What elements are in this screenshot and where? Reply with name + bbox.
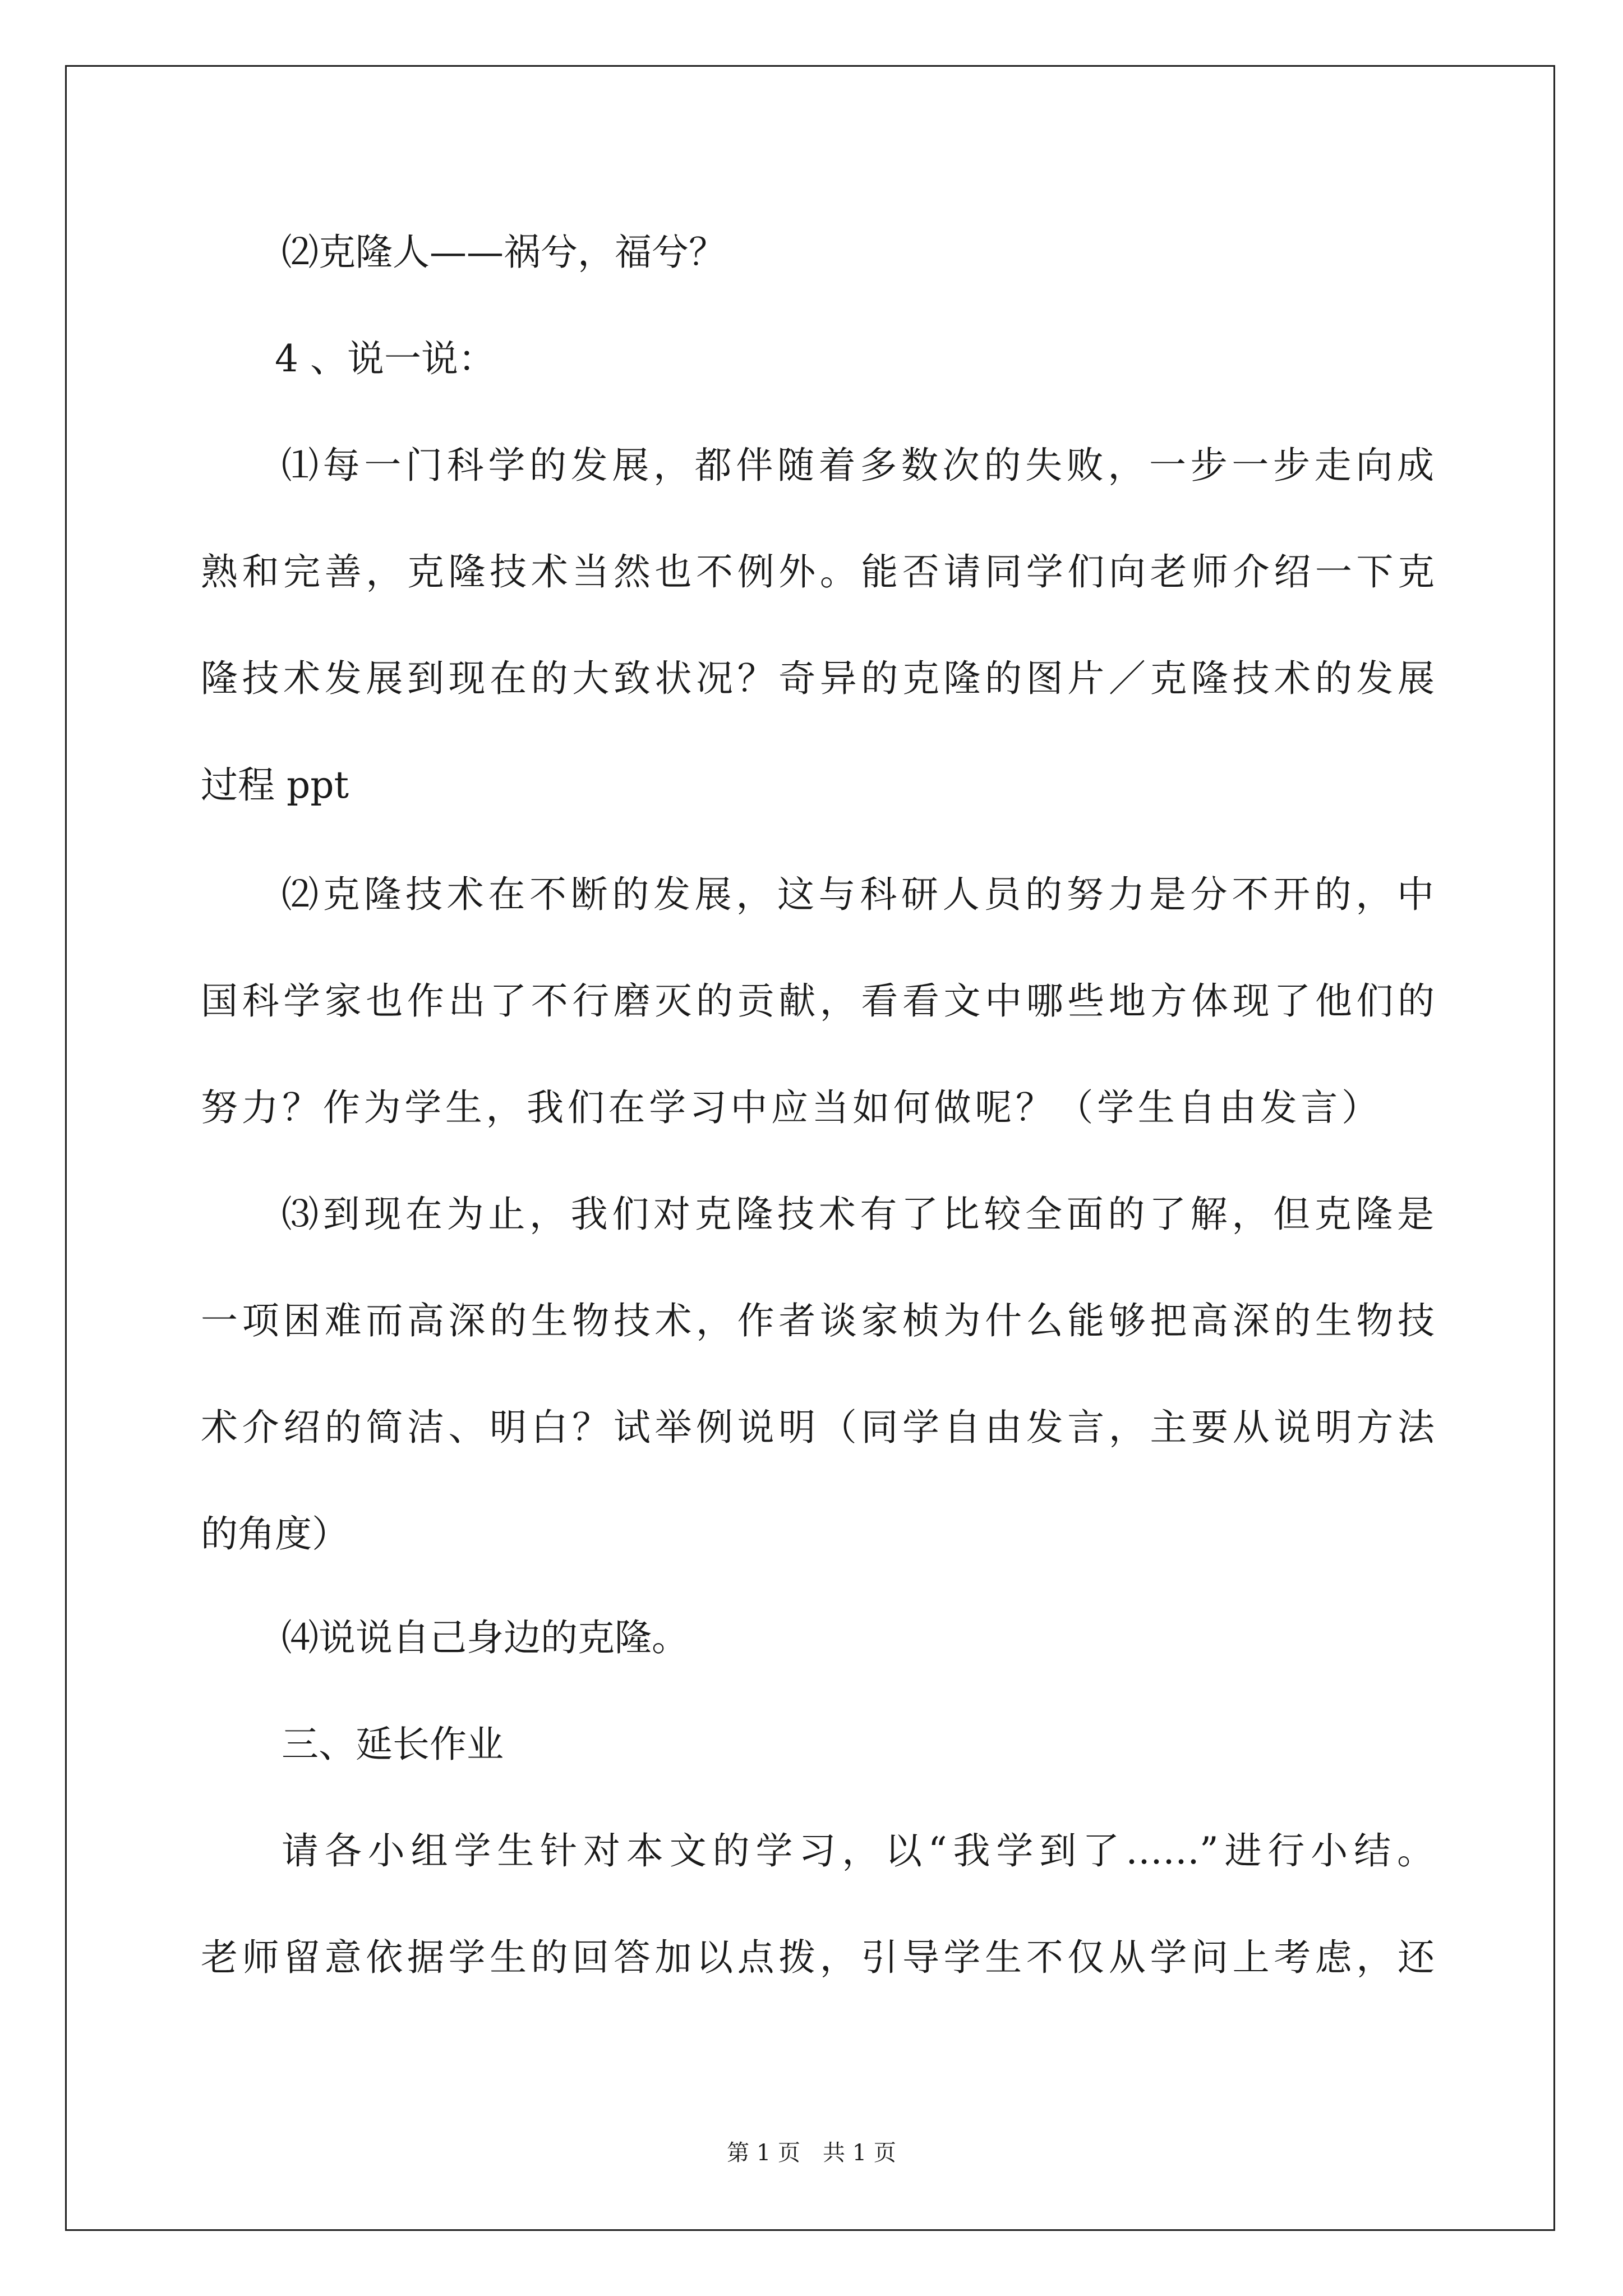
text-line-15: 三、延长作业 — [282, 1723, 504, 1766]
text-line-2: 4 、说一说： — [275, 337, 495, 380]
text-line-16: 请各小组学生针对本文的学习，以“我学到了……”进行小结。 — [282, 1829, 1434, 1872]
text-line-12: 术介绍的简洁、明白？试举例说明（同学自由发言，主要从说明方法 — [201, 1406, 1435, 1449]
text-line-5: 隆技术发展到现在的大致状况？奇异的克隆的图片／克隆技术的发展 — [201, 657, 1435, 700]
text-line-7: ⑵克隆技术在不断的发展，这与科研人员的努力是分不开的，中 — [282, 873, 1434, 916]
text-line-1: ⑵克隆人——祸兮，福兮？ — [282, 231, 726, 274]
text-line-3: ⑴每一门科学的发展，都伴随着多数次的失败，一步一步走向成 — [282, 444, 1434, 487]
text-line-6: 过程 ppt — [201, 763, 349, 807]
page-number-footer: 第 1 页 共 1 页 — [727, 2140, 896, 2166]
text-line-9: 努力？作为学生，我们在学习中应当如何做呢？（学生自由发言） — [201, 1086, 1378, 1129]
text-line-10: ⑶到现在为止，我们对克隆技术有了比较全面的了解，但克隆是 — [282, 1193, 1434, 1236]
text-line-14: ⑷说说自己身边的克隆。 — [282, 1616, 689, 1659]
text-line-17: 老师留意依据学生的回答加以点拨，引导学生不仅从学问上考虑，还 — [201, 1936, 1435, 1979]
page-border — [65, 65, 1555, 2231]
text-line-13: 的角度） — [201, 1512, 349, 1556]
text-line-11: 一项困难而高深的生物技术，作者谈家桢为什么能够把高深的生物技 — [201, 1299, 1435, 1342]
text-line-8: 国科学家也作出了不行磨灭的贡献，看看文中哪些地方体现了他们的 — [201, 979, 1435, 1023]
text-line-4: 熟和完善，克隆技术当然也不例外。能否请同学们向老师介绍一下克 — [201, 550, 1435, 593]
